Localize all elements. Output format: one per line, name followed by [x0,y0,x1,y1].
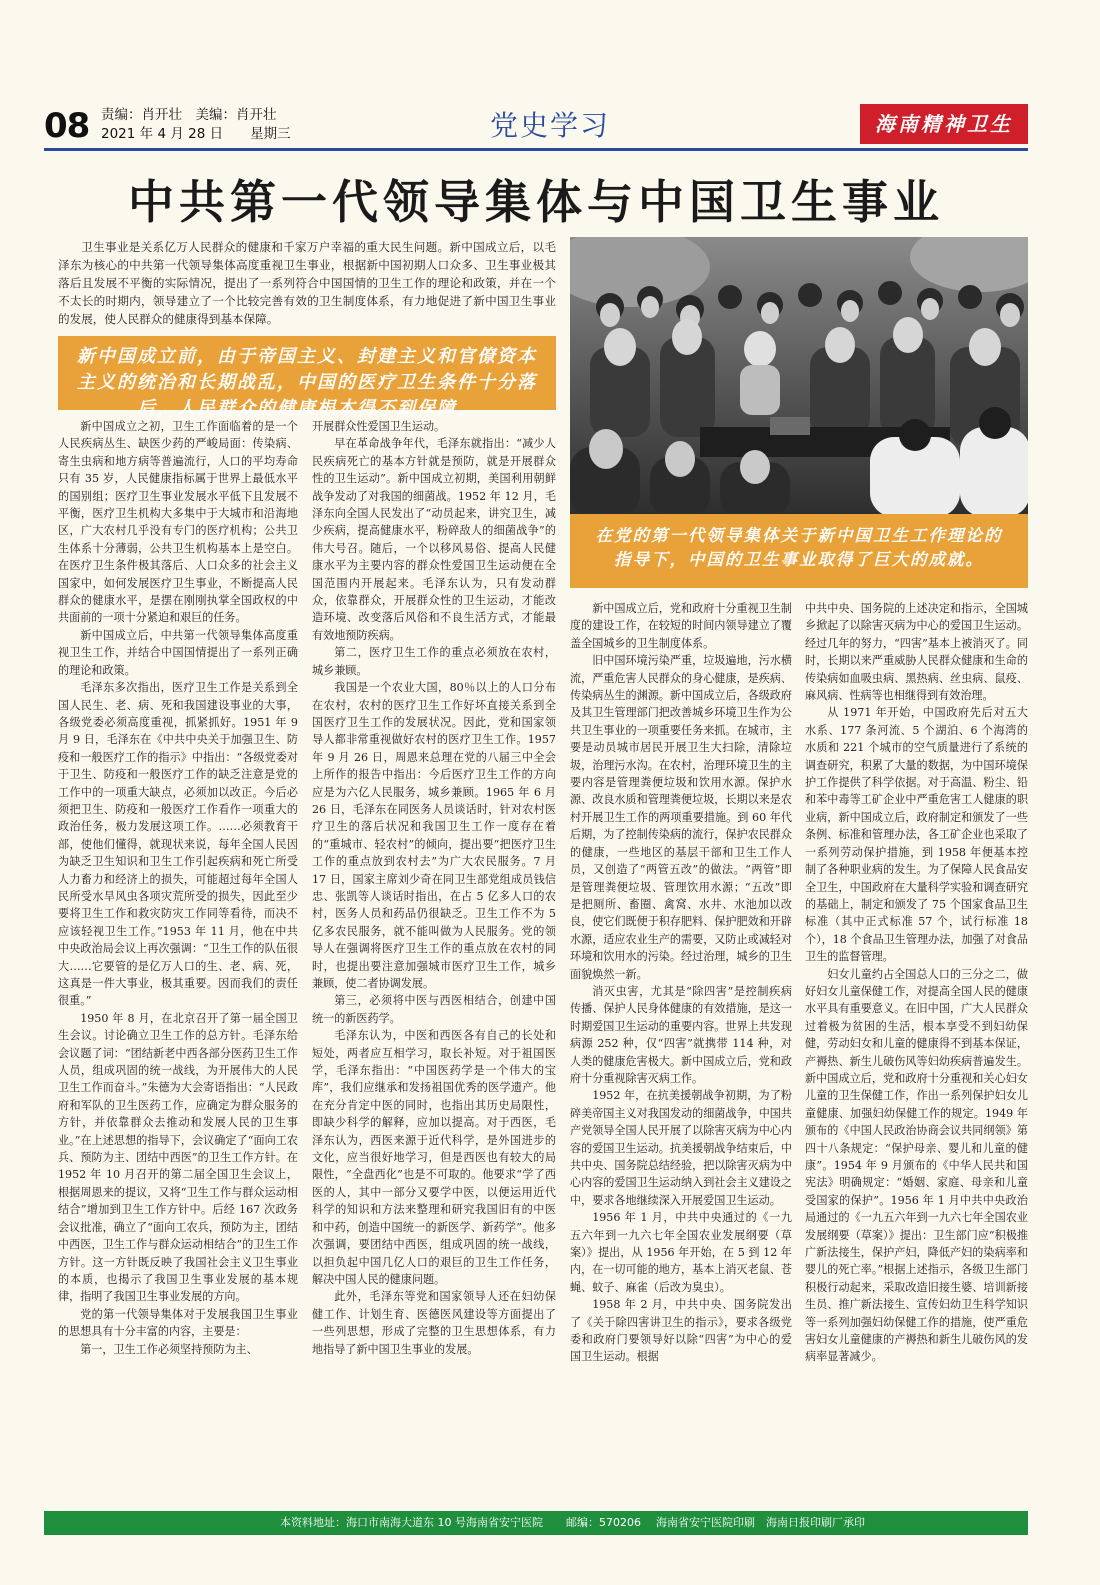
page-footer [44,1511,1028,1535]
masthead-info [101,106,291,144]
paragraph: 1956 年 1 月，中共中央通过的《一九五六年到一九六七年全国农业发展纲要（草案）》提出，从 1956 年开始，在 5 到 12 年内，在一切可能的地方，基本上消灭老鼠、苍蝇、蚊子、麻雀（后改为臭虫）。 [570,1211,792,1294]
paragraph: 毛泽东认为，中医和西医各有自己的长处和短处，两者应互相学习，取长补短。对于祖国医学，毛泽东指出：“中国医药学是一个伟大的宝库”，我们应继承和发扬祖国优秀的医学遗产。他在充分肯定中医的同时，也指出其历史局限性，即缺少科学的解释，应加以提高。对于西医，毛泽东认为，西医来源于近代科学，是外国进步的文化，应当很好地学习，但是西医也有较大的局限性，“全盘西化”也是不可取的。他要求“学了西医的人，其中一部分又要学中医，以便运用近代科学的知识和方法来整理和研究我国旧有的中医和中药，创造中国统一的新医学、新药学”。他多次强调，要团结中西医，组成巩固的统一战线，以担负起中国几亿人口的艰巨的卫生工作任务，解决中国人民的健康问题。 [312,1029,556,1286]
paragraph: 旧中国环境污染严重，垃圾遍地，污水横流，严重危害人民群众的身心健康，是疾病、传染病丛生的渊源。新中国成立后，各级政府及其卫生管理部门把改善城乡环境卫生作为公共卫生事业的一项重要任务来抓。在城市，主要是动员城市居民开展卫生大扫除，清除垃圾，治理污水沟。在农村，治理环境卫生的主要内容是管理粪便垃圾和饮用水源。保护水源、改良水质和管理粪便垃圾，长期以来是农村开展卫生工作的两项重要措施。到 60 年代后期，为了控制传染病的流行，保护农民群众的健康，一些地区的基层干部和卫生工作人员，又创造了“两管五改”的做法。“两管”即是管理粪便垃圾、管理饮用水源；“五改”即是把厕所、畜圈、禽窝、水井、水池加以改良，使它们既便于积存肥料、保护肥效和开辟水源，适应农业生产的需要，又防止或减轻对环境和饮用水的污染。经过治理，城乡的卫生面貌焕然一新。 [570,654,792,981]
paragraph: 1952 年，在抗美援朝战争初期，为了粉碎美帝国主义对我国发动的细菌战争，中国共产党领导全国人民开展了以除害灭病为中心内容的爱国卫生运动。抗美援朝战争结束后，中共中央、国务院总结经验，把以除害灭病为中心内容的爱国卫生运动纳入到社会主义建设之中，要求各地继续深入开展爱国卫生运动。 [570,1089,792,1207]
paragraph: 中共中央、国务院的上述决定和指示，全国城乡掀起了以除害灭病为中心的爱国卫生运动。经过几年的努力，“四害”基本上被消灭了。同时，长期以来严重威胁人民群众健康和生命的传染病如血吸虫病、黑热病、丝虫病、鼠疫、麻风病、性病等也相继得到有效治理。 [805,602,1028,703]
paragraph: 我国是一个农业大国，80％以上的人口分布在农村，农村的医疗卫生工作好坏直接关系到全国医疗卫生工作的发展状况。因此，党和国家领导人都非常重视做好农村的医疗卫生工作。1957 年 9 月 26 日，周恩来总理在党的八届三中全会上所作的报告中指出：今后医疗卫生工作的方向应是为六亿人民服务，城乡兼顾。1965 年 6 月 26 日，毛泽东在同医务人员谈话时，针对农村医疗卫生的落后状况和我国卫生工作一度存在着的“重城市、轻农村”的倾向，提出要“把医疗卫生工作的重点放到农村去”为广大农民服务。7 月 17 日，国家主席刘少奇在同卫生部党组成员钱信忠、张凯等人谈话时指出，在占 5 亿多人口的农村，医务人员和药品仍很缺乏。卫生工作不为 5 亿多农民服务，就不能叫做为人民服务。党的领导人在强调将医疗卫生工作的重点放在农村的同时，也提出要注意加强城市医疗卫生工作，城乡兼顾，使二者协调发展。 [312,681,556,990]
paragraph: 1958 年 2 月，中共中央、国务院发出了《关于除四害讲卫生的指示》，要求各级党委和政府门要领导好以除“四害”为中心的爱国卫生运动。根据 [570,1298,792,1364]
paragraph: 毛泽东多次指出，医疗卫生工作是关系到全国人民生、老、病、死和我国建设事业的大事，各级党委必须高度重视，抓紧抓好。1951 年 9 月 9 日，毛泽东在《中共中央关于加强卫生、防疫和一般医疗工作的指示》中指出：“各级党委对于卫生、防疫和一般医疗工作的缺乏注意是党的工作中的一项重大缺点，必须加以改正。今后必须把卫生、防疫和一般医疗工作看作一项重大的政治任务，极力发展这项工作。……必须教育干部，使他们懂得，就现状来说，每年全国人民因为缺乏卫生知识和卫生工作引起疾病和死亡所受人力畜力和经济上的损失，可能超过每年全国人民所受水旱风虫各项灾荒所受的损失，因此至少要将卫生工作和救灾防灾工作同等看待，而决不应该轻视卫生工作。”1953 年 11 月，他在中共中央政治局会议上再次强调：“卫生工作的队伍很大……它要管的是亿万人口的生、老、病、死，这真是一件大事业，极其重要。因而我们的责任很重。” [58,681,298,1008]
paragraph: 第二，医疗卫生工作的重点必须放在农村，城乡兼顾。 [312,646,556,677]
footer-printer-2: 海南日报印刷厂承印 [766,1516,865,1529]
date-line: 2021 年 4 月 28 日 星期三 [101,126,291,142]
pull-quote-2: 在党的第一代领导集体关于新中国卫生工作理论的指导下，中国的卫生事业取得了巨大的成就。 [570,514,1028,588]
article-column-4 [805,600,1028,1500]
article-column-3 [570,600,792,1500]
article-column-2 [312,418,556,1498]
paragraph: 1950 年 8 月，在北京召开了第一届全国卫生会议。讨论确立卫生工作的总方针。毛泽东给会议题了词：“团结新老中西各部分医药卫生工作人员，组成巩固的统一战线，为开展伟大的人民卫生工作而奋斗。”朱德为大会寄语指出：“人民政府和军队的卫生医药工作，应确定为群众服务的方针，并依靠群众去推动和发展人民的卫生事业。”在上述思想的指导下，会议确定了“面向工农兵、预防为主、团结中西医”的卫生工作方针。在 1952 年 10 月召开的第二届全国卫生会议上，根据周恩来的提议，又将“卫生工作与群众运动相结合”增加到卫生工作方针中。后经 167 次政务会议批准，确立了“面向工农兵，预防为主，团结中西医，卫生工作与群众运动相结合”的卫生工作方针。这一方针既反映了我国社会主义卫生事业的本质，也揭示了我国卫生事业发展的基本规律，指明了我国卫生事业发展的方向。 [58,1011,298,1304]
paragraph: 早在革命战争年代，毛泽东就指出：“减少人民疾病死亡的基本方针就是预防，就是开展群众性的卫生运动”。新中国成立初期，美国利用朝鲜战争发动了对我国的细菌战。1952 年 12 月，毛泽东向全国人民发出了“动员起来，讲究卫生，减少疾病，提高健康水平，粉碎敌人的细菌战争”的伟大号召。随后，一个以移风易俗、提高人民健康水平为主要内容的群众性爱国卫生运动便在全国范围内开展起来。毛泽东认为，只有发动群众，依靠群众，开展群众性的卫生运动，才能改造环境、改变落后风俗和不良生活方式，才能最有效地预防疾病。 [312,437,556,642]
page-number: 08 [44,106,90,146]
photo-illustration [570,237,1028,514]
paragraph: 妇女儿童约占全国总人口的三分之二，做好妇女儿童保健工作，对提高全国人民的健康水平具有重要意义。在旧中国，广大人民群众过着极为贫困的生活，根本享受不到妇幼保健，劳动妇女和儿童的健康得不到基本保证，产褥热、新生儿破伤风等妇幼疾病普遍发生。新中国成立后，党和政府十分重视和关心妇女儿童的卫生保健工作，作出一系列保护妇女儿童健康、加强妇幼保健工作的规定。1949 年颁布的《中国人民政治协商会议共同纲领》第四十八条规定：“保护母亲、婴儿和儿童的健康”。1954 年 9 月颁布的《中华人民共和国宪法》明确规定：“婚姻、家庭、母亲和儿童受国家的保护”。1956 年 1 月中共中央政治局通过的《一九五六年到一九六七年全国农业发展纲要（草案）》提出：卫生部门应“积极推广新法接生，保护产妇，降低产妇的染病率和婴儿的死亡率。”根据上述指示，各级卫生部门积极行动起来，采取改造旧接生婆、培训新接生员、推广新法接生、宣传妇幼卫生科学知识等一系列加强妇幼保健工作的措施，使严重危害妇女儿童健康的产褥热和新生儿破伤风的发病率显著减少。 [805,967,1028,1364]
footer-printer: 海南省安宁医院印刷 [656,1516,755,1529]
paragraph: 党的第一代领导集体对于发展我国卫生事业的思想具有十分丰富的内容，主要是： [58,1307,298,1339]
paragraph: 新中国成立之初，卫生工作面临着的是一个人民疾病丛生、缺医少药的严峻局面：传染病、寄生虫病和地方病等普遍流行，人口的平均寿命只有 35 岁，人民健康指标属于世界上最低水平的国别组；医疗卫生事业发展水平低下且发展不平衡，医疗卫生机构大多集中于大城市和沿海地区，广大农村几乎没有专门的医疗机构；公共卫生体系十分薄弱，公共卫生机构基本上是空白。在医疗卫生条件极其落后、人口众多的社会主义国家中，如何发展医疗卫生事业，不断提高人民群众的健康水平，是摆在刚刚执掌全国政权的中共面前的一项十分紧迫和艰巨的任务。 [58,420,298,625]
article-title: 中共第一代领导集体与中国卫生事业 [128,175,944,229]
paragraph: 开展群众性爱国卫生运动。 [312,420,446,433]
paragraph: 第三，必须将中医与西医相结合，创建中国统一的新医药学。 [312,994,556,1025]
paragraph: 消灭虫害，尤其是“除四害”是控制疾病传播、保护人民身体健康的有效措施，是这一时期爱国卫生运动的重要内容。世界上共发现病源 252 种，仅“四害”就携带 114 种，对人类的健康危害极大。新中国成立后，党和政府十分重视除害灭病工作。 [570,984,792,1085]
paragraph: 新中国成立后，中共第一代领导集体高度重视卫生工作，并结合中国国情提出了一系列正确的理论和政策。 [58,628,298,677]
paragraph: 此外，毛泽东等党和国家领导人还在妇幼保健工作、计划生育、医德医风建设等方面提出了一些列思想，形成了完整的卫生思想体系，有力地指导了新中国卫生事业的发展。 [312,1290,556,1356]
paragraph: 从 1971 年开始，中国政府先后对五大水系、177 条河流、5 个湖泊、6 个海湾的水质和 221 个城市的空气质量进行了系统的调查研究，积累了大量的数据，为中国环境保护工作提供了科学依据。对于高温、粉尘、铅和苯中毒等工矿企业中严重危害工人健康的职业病，新中国成立后，政府制定和颁发了一些条例、标准和管理办法，各工矿企业也采取了一系列劳动保护措施，到 1958 年便基本控制了各种职业病的发生。为了保障人民食品安全卫生，中国政府在大量科学实验和调查研究的基础上，制定和颁发了 75 个国家食品卫生标准（其中正式标准 57 个，试行标准 18 个），18 个食品卫生管理办法，加强了对食品卫生的监督管理。 [805,706,1028,964]
pull-quote-1: 新中国成立前，由于帝国主义、封建主义和官僚资本主义的统治和长期战乱，中国的医疗卫生条件十分落后，人民群众的健康根本得不到保障。 [58,336,556,410]
paragraph: 新中国成立后，党和政府十分重视卫生制度的建设工作，在较短的时间内领导建立了覆盖全国城乡的卫生制度体系。 [570,602,792,650]
brand-logo: 海南精神卫生 [860,104,1028,144]
paragraph: 第一，卫生工作必须坚持预防为主、 [80,1342,258,1356]
header-divider [44,148,1028,151]
footer-address: 本资料地址：海口市南海大道东 10 号海南省安宁医院 [280,1516,543,1529]
article-column-1 [58,418,298,1498]
historical-photo [570,237,1028,514]
footer-postcode: 邮编：570206 [566,1516,641,1529]
article-intro: 卫生事业是关系亿万人民群众的健康和千家万户幸福的重大民生问题。新中国成立后，以毛泽东为核心的中共第一代领导集体高度重视卫生事业，根据新中国初期人口众多、卫生事业极其落后且发展不平衡的实际情况，提出了一系列符合中国国情的卫生工作的理论和政策，并在一个不太长的时期内，领导建立了一个比较完善有效的卫生制度体系，有力地促进了新中国卫生事业的发展，使人民群众的健康得到基本保障。 [58,240,556,326]
editor-line: 责编：肖开壮 美编：肖开壮 [101,107,277,123]
section-title: 党史学习 [489,109,610,142]
